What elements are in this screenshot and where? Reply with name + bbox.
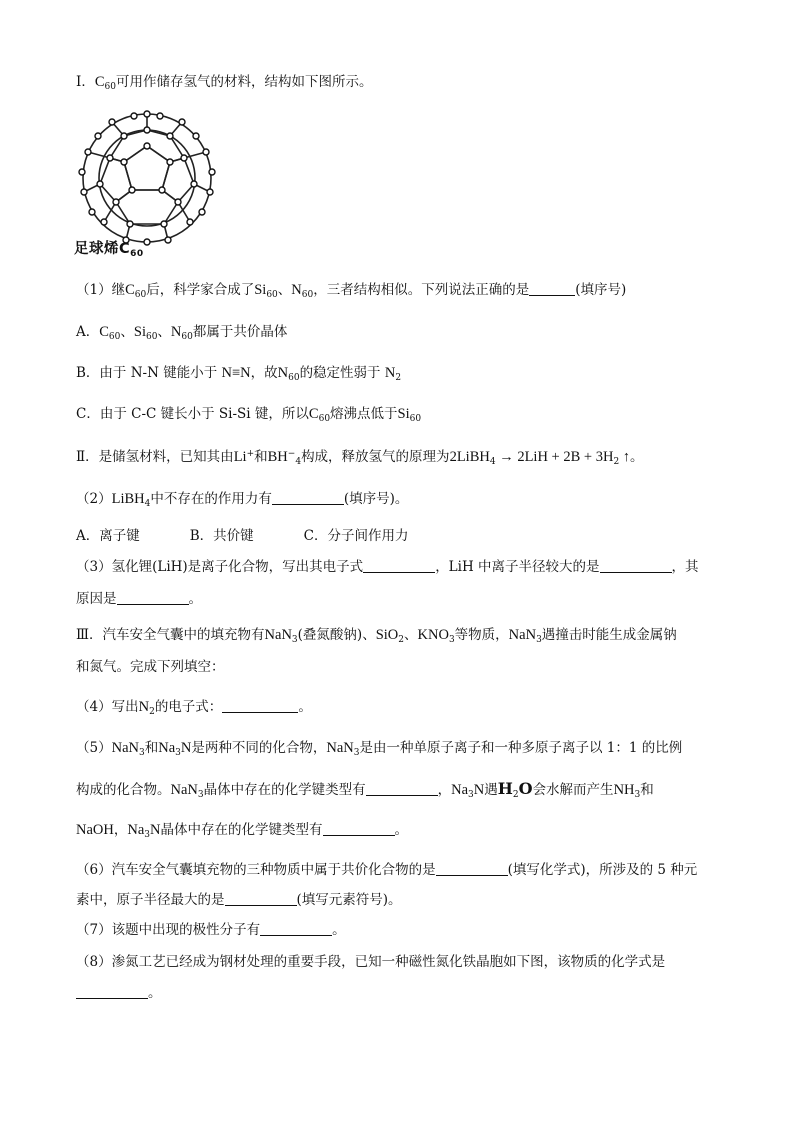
buckminsterfullerene-icon bbox=[72, 106, 222, 256]
question-8-line2: 。 bbox=[76, 983, 162, 1003]
question-8-line1: （8）渗氮工艺已经成为钢材处理的重要手段，已知一种磁性氮化铁晶胞如下图，该物质的化学式是 bbox=[76, 954, 666, 970]
question-3-line1: （3）氢化锂(LiH)是离子化合物，写出其电子式 ，LiH 中离子半径较大的是 ，其 bbox=[76, 559, 699, 575]
answer-blank-q4[interactable] bbox=[222, 698, 298, 713]
question-6-line1: （6）汽车安全气囊填充物的三种物质中属于共价化合物的是 (填写化学式)，所涉及的 5 种元 bbox=[76, 862, 698, 878]
answer-blank-q8[interactable] bbox=[76, 984, 148, 999]
option-2a: A．离子键 bbox=[76, 528, 140, 544]
section1-intro: Ⅰ．$C_{60}$可用作储存氢气的材料，结构如下图所示。 bbox=[76, 74, 373, 92]
answer-blank-q2[interactable] bbox=[272, 490, 344, 505]
answer-blank-q3c[interactable] bbox=[117, 590, 189, 605]
question-7: （7）该题中出现的极性分子有 。 bbox=[76, 922, 346, 938]
option-1c: C．由于 C-C 键长小于 Si-Si 键，所以$C_{60}$熔沸点低于$Si_{60}$ bbox=[76, 406, 422, 424]
option-2c: C．分子间作用力 bbox=[303, 528, 409, 544]
section2-intro: Ⅱ．是储氢材料，已知其由Li+和$BH^-_4$构成，释放氢气的原理为2LiBH$_4$ → $2LiH + 2B + 3H_2$ ↑。 bbox=[76, 449, 644, 467]
question-5-line3: NaOH，$Na_3N$晶体中存在的化学键类型有 。 bbox=[76, 822, 408, 840]
answer-blank-q6a[interactable] bbox=[436, 861, 508, 876]
options-q2 bbox=[76, 526, 409, 546]
question-4: （4）写出$N_2$的电子式： 。 bbox=[76, 699, 312, 717]
question-6-line2: 素中，原子半径最大的是 (填写元素符号)。 bbox=[76, 892, 402, 908]
option-1a: A．$C_{60}$、$Si_{60}$、$N_{60}$都属于共价晶体 bbox=[76, 324, 288, 342]
roman-numeral-1: Ⅰ． bbox=[76, 74, 95, 90]
figure-caption: 足球烯$C_{60}$ bbox=[74, 241, 144, 259]
question-1: （1）继$C_{60}$后，科学家合成了$Si_{60}$、$N_{60}$，三者结构相似。下列说法正确的是 (填序号) bbox=[76, 282, 627, 300]
question-3-line2: 原因是 。 bbox=[76, 591, 202, 607]
answer-blank-q3a[interactable] bbox=[363, 558, 435, 573]
answer-blank-q7[interactable] bbox=[260, 921, 332, 936]
question-5-line2: 构成的化合物。NaN$_3$晶体中存在的化学键类型有 ，$Na_3N$遇$H_2O$会水解而产生$NH_3$和 bbox=[76, 779, 654, 800]
answer-blank-q5b[interactable] bbox=[323, 821, 395, 836]
section3-line2: 和氮气。完成下列填空： bbox=[76, 659, 225, 675]
answer-blank-q1[interactable] bbox=[529, 281, 575, 296]
option-1b: B．由于 N-N 键能小于 N≡N，故$N_{60}$的稳定性弱于 $N_2$ bbox=[76, 365, 402, 383]
question-5-line1: （5）NaN$_3$和$Na_3N$是两种不同的化合物，NaN$_3$是由一种单原子离子和一种多原子离子以 1：1 的比例 bbox=[76, 740, 683, 758]
answer-blank-q6b[interactable] bbox=[225, 891, 297, 906]
answer-blank-q3b[interactable] bbox=[600, 558, 672, 573]
question-2: （2）LiBH$_4$中不存在的作用力有 (填序号)。 bbox=[76, 491, 409, 509]
section3-line1: Ⅲ．汽车安全气囊中的填充物有NaN$_3$(叠氮酸钠)、SiO$_2$、$KNO_3$等物质，NaN$_3$遇撞击时能生成金属钠 bbox=[76, 627, 677, 645]
answer-blank-q5a[interactable] bbox=[366, 781, 438, 796]
option-2b: B．共价键 bbox=[189, 528, 254, 544]
